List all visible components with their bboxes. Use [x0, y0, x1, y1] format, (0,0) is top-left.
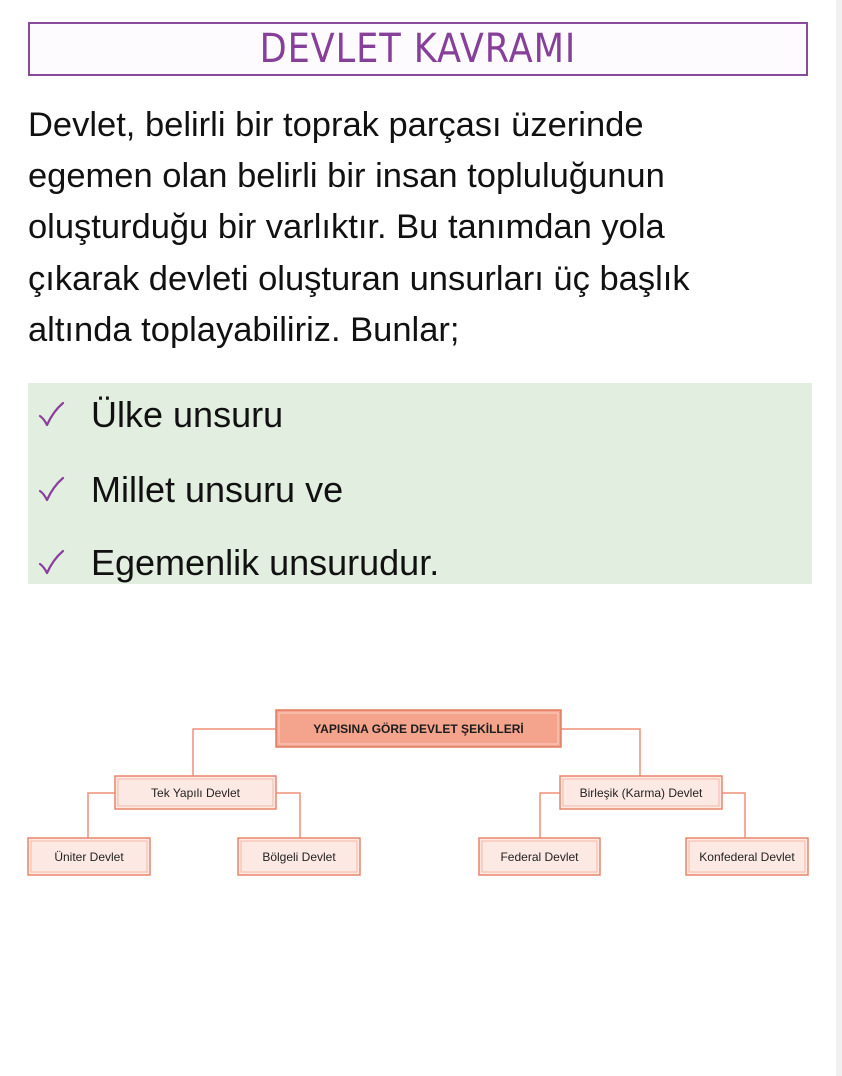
chart-root-node [276, 710, 561, 747]
connector-root-left [193, 729, 276, 776]
root-node-label: YAPISINA GÖRE DEVLET ŞEKİLLERİ [313, 722, 524, 736]
check-icon [37, 401, 65, 429]
connector-unitary-right [276, 793, 300, 838]
connector-compound-left [540, 793, 560, 838]
title-banner [28, 22, 808, 76]
intro-line: altında toplayabiliriz. Bunlar; [28, 310, 460, 349]
list-item-label: Ülke unsuru [91, 394, 284, 435]
node-label: Üniter Devlet [54, 850, 124, 864]
chart-node-federal [479, 838, 600, 875]
chart-node-uniter [28, 838, 150, 875]
list-item-label: Millet unsuru ve [91, 469, 344, 510]
intro-line: çıkarak devleti oluşturan unsurları üç başlık [28, 259, 690, 298]
page-edge-strip [836, 0, 842, 1076]
node-label: Tek Yapılı Devlet [151, 786, 240, 800]
intro-line: oluşturduğu bir varlıktır. Bu tanımdan yola [28, 208, 665, 247]
check-icon [37, 549, 65, 577]
connector-unitary-left [88, 793, 115, 838]
check-icon [37, 476, 65, 504]
chart-node-compound [560, 776, 722, 809]
state-elements-list [28, 383, 812, 584]
list-item-label: Egemenlik unsurudur. [91, 542, 440, 583]
node-label: Birleşik (Karma) Devlet [579, 786, 703, 800]
intro-line: Devlet, belirli bir toprak parçası üzerinde [28, 106, 644, 144]
chart-node-regional [238, 838, 360, 875]
intro-paragraph [28, 100, 818, 356]
node-label: Bölgeli Devlet [262, 850, 336, 864]
connector-compound-right [722, 793, 745, 838]
page-title: DEVLET KAVRAMI [259, 26, 577, 72]
intro-line: egemen olan belirli bir insan topluluğunun [28, 157, 665, 196]
connector-root-right [561, 729, 640, 776]
state-forms-org-chart [0, 700, 842, 890]
chart-node-unitary [115, 776, 276, 809]
chart-node-confederal [686, 838, 808, 875]
node-label: Konfederal Devlet [699, 850, 795, 864]
node-label: Federal Devlet [500, 850, 579, 864]
